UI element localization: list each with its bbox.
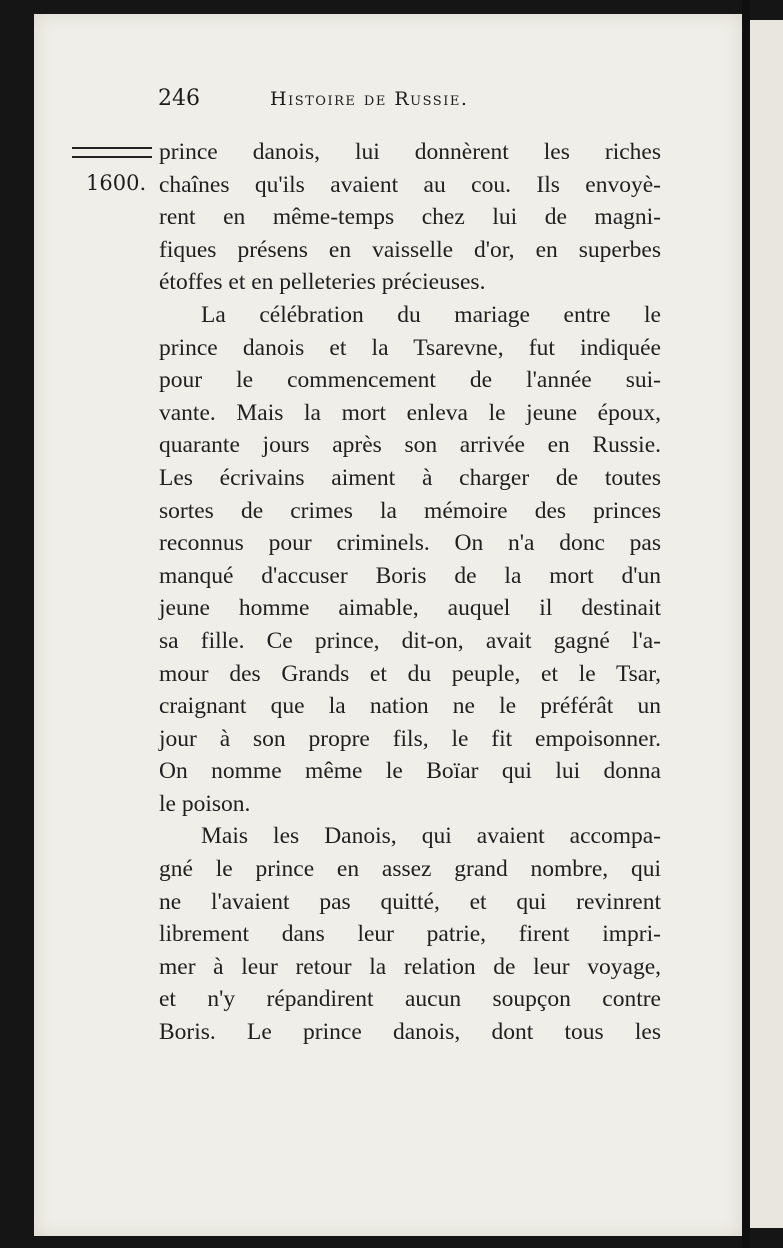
text-line: gné le prince en assez grand nombre, qui [159, 856, 661, 883]
page-number: 246 [158, 86, 200, 111]
binding-gap [742, 0, 750, 1248]
text-line: librement dans leur patrie, firent impri- [159, 921, 661, 948]
text-line: Boris. Le prince danois, dont tous les [159, 1019, 661, 1046]
text-line: et n'y répandirent aucun soupçon contre [159, 986, 661, 1013]
continuation-rule [72, 147, 152, 158]
text-line: La célébration du mariage entre le [201, 301, 661, 328]
text-line: vante. Mais la mort enleva le jeune époux, [159, 399, 661, 426]
text-line: jeune homme aimable, auquel il destinait [159, 595, 661, 622]
body-text [159, 136, 661, 1049]
text-line: pour le commencement de l'année sui- [159, 367, 661, 394]
text-line: manqué d'accuser Boris de la mort d'un [159, 562, 661, 589]
text-line: prince danois, lui donnèrent les riches [159, 139, 661, 165]
paragraph-3 [159, 820, 661, 1048]
text-line: le poison. [159, 790, 251, 817]
next-page-edge [750, 20, 783, 1228]
text-line: rent en même-temps chez lui de magni- [159, 204, 661, 231]
text-line: sa fille. Ce prince, dit-on, avait gagné l'a- [159, 627, 661, 654]
text-line: étoffes et en pelleteries précieuses. [159, 269, 486, 296]
text-line: Les écrivains aiment à charger de toutes [159, 464, 661, 491]
text-line: prince danois et la Tsarevne, fut indiquée [159, 334, 661, 361]
paragraph-2 [159, 299, 661, 821]
text-line: craignant que la nation ne le préférât un [159, 693, 661, 720]
text-line: jour à son propre fils, le fit empoisonner. [159, 725, 661, 752]
running-title: Histoire de Russie. [270, 88, 469, 110]
text-line: sortes de crimes la mémoire des princes [159, 497, 661, 524]
margin-year: 1600. [86, 171, 147, 195]
text-line: reconnus pour criminels. On n'a donc pas [159, 530, 661, 557]
text-line: chaînes qu'ils avaient au cou. Ils envoyè- [159, 171, 661, 198]
text-line: ne l'avaient pas quitté, et qui revinrent [159, 888, 661, 915]
text-line: mer à leur retour la relation de leur voyage, [159, 953, 661, 980]
text-line: fiques présens en vaisselle d'or, en superbes [159, 236, 661, 263]
page-header [158, 86, 662, 120]
paragraph-1 [159, 136, 661, 299]
text-line: mour des Grands et du peuple, et le Tsar, [159, 660, 661, 687]
text-line: quarante jours après son arrivée en Russie. [159, 432, 661, 459]
text-line: Mais les Danois, qui avaient accompa- [201, 823, 661, 850]
text-line: On nomme même le Boïar qui lui donna [159, 758, 661, 785]
